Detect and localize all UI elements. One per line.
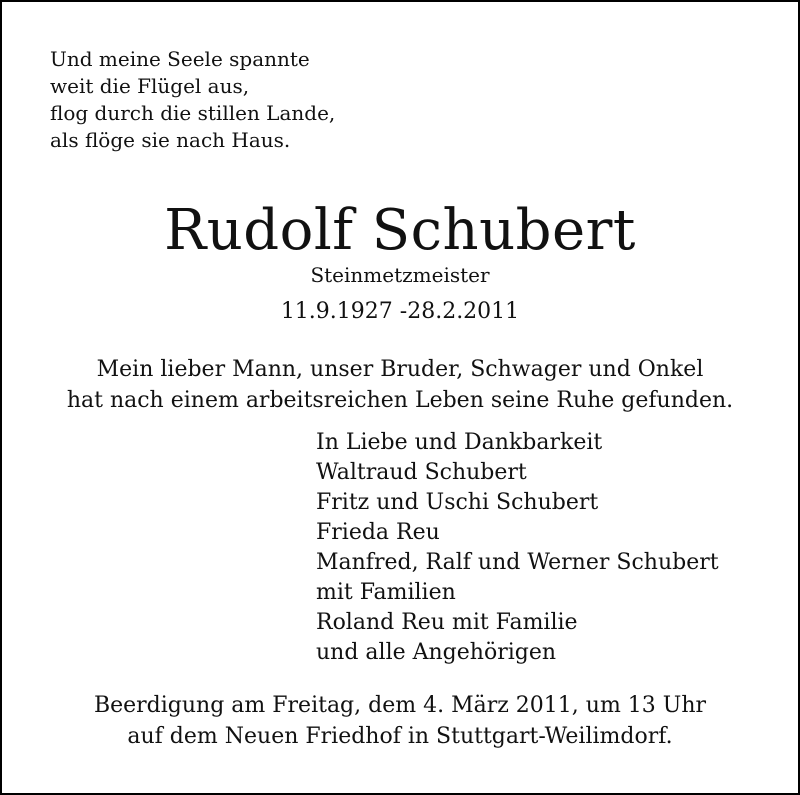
message-line: Mein lieber Mann, unser Bruder, Schwager und Onkel — [96, 357, 704, 382]
life-dates: 11.9.1927 -28.2.2011 — [280, 299, 520, 324]
deceased-profession: Steinmetzmeister — [310, 263, 490, 287]
mourner-line: Manfred, Ralf und Werner Schubert — [316, 550, 719, 575]
mourner-line: Frieda Reu — [316, 520, 440, 545]
poem-line: Und meine Seele spannte — [50, 47, 310, 71]
mourner-line: Roland Reu mit Familie — [316, 610, 578, 635]
mourner-line: mit Familien — [316, 580, 456, 605]
funeral-info — [0, 690, 800, 752]
mourners-list — [316, 428, 719, 668]
mourner-line: und alle Angehörigen — [316, 640, 557, 665]
mourner-line: Waltraud Schubert — [316, 460, 527, 485]
poem-line: flog durch die stillen Lande, — [50, 101, 336, 125]
announcement-message — [0, 354, 800, 416]
poem-line: als flöge sie nach Haus. — [50, 128, 291, 152]
poem — [50, 46, 335, 154]
mourner-line: In Liebe und Dankbarkeit — [316, 430, 603, 455]
message-line: hat nach einem arbeitsreichen Leben seine Ruhe gefunden. — [66, 388, 734, 413]
poem-line: weit die Flügel aus, — [50, 74, 250, 98]
funeral-line: Beerdigung am Freitag, dem 4. März 2011, um 13 Uhr — [93, 693, 707, 718]
funeral-line: auf dem Neuen Friedhof in Stuttgart-Weilimdorf. — [127, 724, 673, 749]
deceased-name: Rudolf Schubert — [164, 198, 636, 263]
mourner-line: Fritz und Uschi Schubert — [316, 490, 599, 515]
